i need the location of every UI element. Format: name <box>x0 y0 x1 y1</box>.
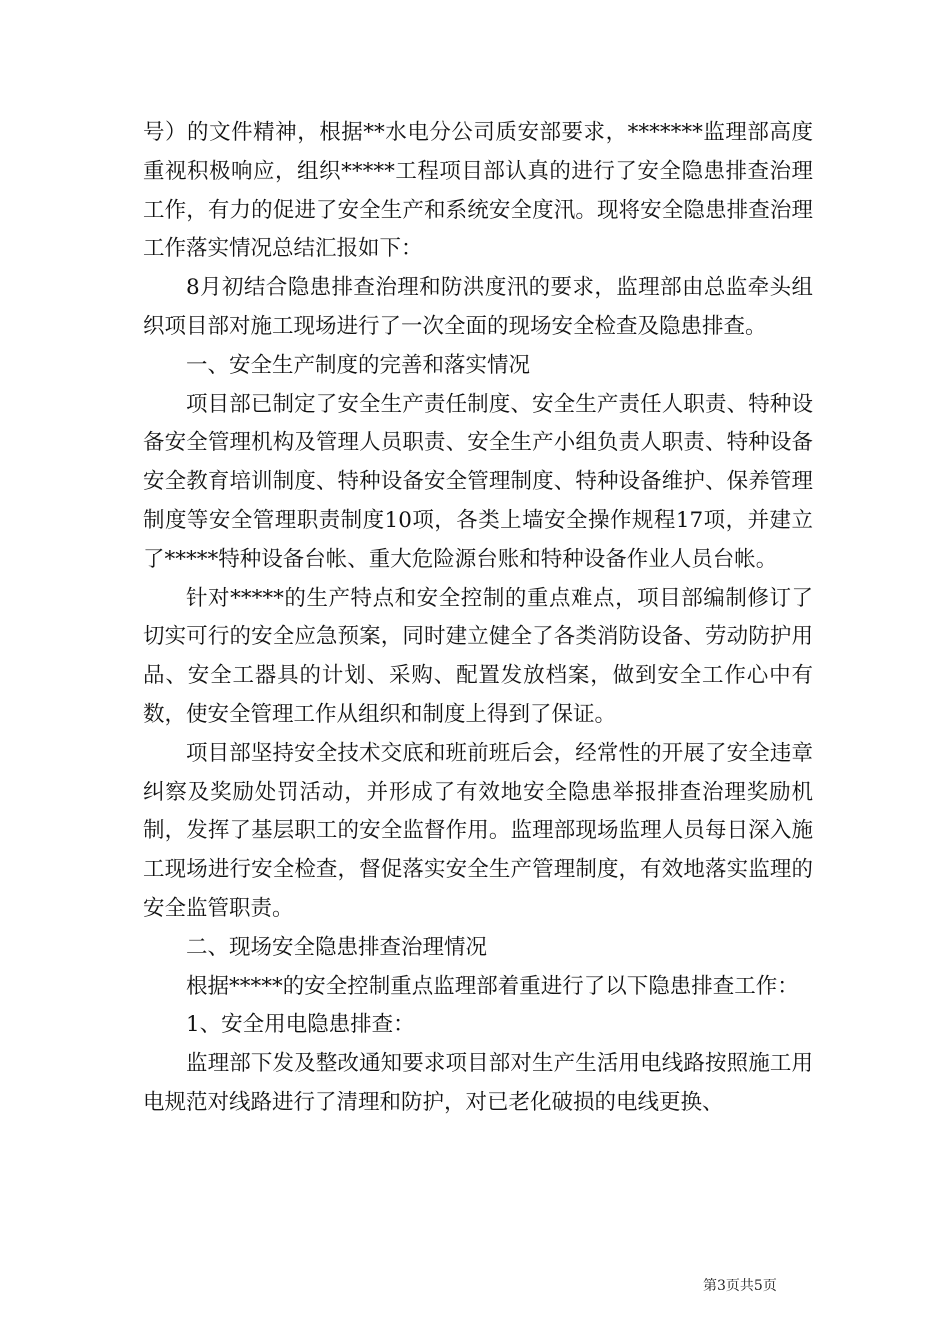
paragraph-1: 号）的文件精神，根据**水电分公司质安部要求，*******监理部高度重视积极响应，组织*****工程项目部认真的进行了安全隐患排查治理工作，有力的促进了安全生产和系统安全度汛。现将安全隐患排查治理工作落实情况总结汇报如下： <box>143 120 813 262</box>
subsection-heading-1: 1、安全用电隐患排查： <box>186 1012 415 1038</box>
section-heading-1: 一、安全生产制度的完善和落实情况 <box>186 352 531 378</box>
paragraph-6: 根据*****的安全控制重点监理部着重进行了以下隐患排查工作： <box>186 973 799 999</box>
page-number: 第3页共5页 <box>703 1278 777 1294</box>
paragraph-5: 项目部坚持安全技术交底和班前班后会，经常性的开展了安全违章纠察及奖励处罚活动，并形成了有效地安全隐患举报排查治理奖励机制，发挥了基层职工的安全监督作用。监理部现场监理人员每日深入施工现场进行安全检查，督促落实安全生产管理制度，有效地落实监理的安全监管职责。 <box>143 740 813 921</box>
paragraph-2: 8月初结合隐患排查治理和防洪度汛的要求，监理部由总监牵头组织项目部对施工现场进行了一次全面的现场安全检查及隐患排查。 <box>143 275 813 339</box>
paragraph-7: 监理部下发及整改通知要求项目部对生产生活用电线路按照施工用电规范对线路进行了清理和防护，对已老化破损的电线更换、 <box>143 1051 813 1115</box>
section-heading-2: 二、现场安全隐患排查治理情况 <box>186 934 488 960</box>
paragraph-3: 项目部已制定了安全生产责任制度、安全生产责任人职责、特种设备安全管理机构及管理人员职责、安全生产小组负责人职责、特种设备安全教育培训制度、特种设备安全管理制度、特种设备维护、保养管理制度等安全管理职责制度10项，各类上墙安全操作规程17项，并建立了*****特种设备台帐、重大危险源台账和特种设备作业人员台帐。 <box>143 391 813 572</box>
paragraph-4: 针对*****的生产特点和安全控制的重点难点，项目部编制修订了切实可行的安全应急预案，同时建立健全了各类消防设备、劳动防护用品、安全工器具的计划、采购、配置发放档案，做到安全工作心中有数，使安全管理工作从组织和制度上得到了保证。 <box>143 585 813 727</box>
document-body <box>143 114 813 1123</box>
